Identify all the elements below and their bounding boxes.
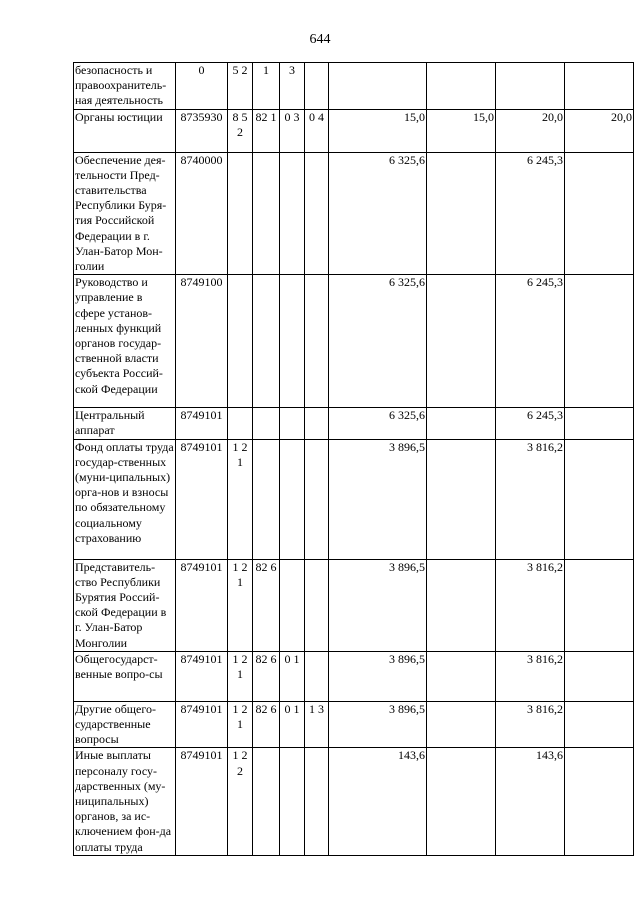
kcsr-code: 8735930	[176, 109, 228, 152]
row-name: Другие общего-сударственные вопросы	[74, 701, 176, 748]
amount-3: 143,6	[496, 748, 565, 855]
subsection-code	[305, 748, 329, 855]
kvr-code: 1 2 1	[228, 439, 253, 559]
amount-4	[565, 408, 634, 439]
table-row	[74, 701, 634, 748]
grbs-code	[253, 748, 280, 855]
amount-2: 15,0	[427, 109, 496, 152]
amount-3: 3 816,2	[496, 439, 565, 559]
table-row	[74, 748, 634, 855]
amount-1	[329, 63, 427, 110]
amount-1: 6 325,6	[329, 152, 427, 275]
amount-4	[565, 651, 634, 701]
kcsr-code: 8749101	[176, 701, 228, 748]
kcsr-code: 8749101	[176, 408, 228, 439]
kvr-code: 1 2 2	[228, 748, 253, 855]
amount-4	[565, 152, 634, 275]
amount-2	[427, 152, 496, 275]
grbs-code: 1	[253, 63, 280, 110]
subsection-code	[305, 275, 329, 408]
amount-1: 143,6	[329, 748, 427, 855]
section-code: 0 3	[280, 109, 305, 152]
kvr-code: 1 2 1	[228, 701, 253, 748]
amount-1: 6 325,6	[329, 275, 427, 408]
amount-4	[565, 559, 634, 651]
amount-1: 15,0	[329, 109, 427, 152]
amount-3: 6 245,3	[496, 275, 565, 408]
row-name: Общегосударст-венные вопро-сы	[74, 651, 176, 701]
kcsr-code: 8749101	[176, 559, 228, 651]
kvr-code: 1 2 1	[228, 651, 253, 701]
subsection-code	[305, 651, 329, 701]
amount-4	[565, 275, 634, 408]
amount-4	[565, 439, 634, 559]
subsection-code	[305, 408, 329, 439]
section-code	[280, 408, 305, 439]
subsection-code	[305, 559, 329, 651]
grbs-code	[253, 439, 280, 559]
grbs-code	[253, 275, 280, 408]
kvr-code: 8 5 2	[228, 109, 253, 152]
row-name: Представитель-ство Республики Бурятия Россий-ской Федерации в г. Улан-Батор Монголии	[74, 559, 176, 651]
amount-3: 3 816,2	[496, 559, 565, 651]
grbs-code: 82 1	[253, 109, 280, 152]
table-row	[74, 408, 634, 439]
amount-2	[427, 651, 496, 701]
kcsr-code: 0	[176, 63, 228, 110]
subsection-code	[305, 152, 329, 275]
table-row	[74, 63, 634, 110]
kvr-code: 1 2 1	[228, 559, 253, 651]
row-name: Центральный аппарат	[74, 408, 176, 439]
kcsr-code: 8749101	[176, 748, 228, 855]
amount-1: 3 896,5	[329, 701, 427, 748]
kvr-code	[228, 152, 253, 275]
amount-4	[565, 748, 634, 855]
amount-3: 6 245,3	[496, 152, 565, 275]
amount-4	[565, 63, 634, 110]
table-row	[74, 275, 634, 408]
amount-2	[427, 701, 496, 748]
amount-2	[427, 748, 496, 855]
section-code	[280, 748, 305, 855]
kvr-code	[228, 275, 253, 408]
kcsr-code: 8749101	[176, 651, 228, 701]
kcsr-code: 8740000	[176, 152, 228, 275]
row-name: Обеспечение дея-тельности Пред-ставительства Республики Буря-тия Российской Федерации в г. Улан-Батор Мон-голии	[74, 152, 176, 275]
amount-3: 3 816,2	[496, 651, 565, 701]
grbs-code	[253, 408, 280, 439]
subsection-code: 1 3	[305, 701, 329, 748]
amount-2	[427, 275, 496, 408]
section-code	[280, 559, 305, 651]
amount-2	[427, 63, 496, 110]
section-code	[280, 275, 305, 408]
section-code: 0 1	[280, 651, 305, 701]
amount-1: 3 896,5	[329, 439, 427, 559]
amount-3: 3 816,2	[496, 701, 565, 748]
subsection-code	[305, 63, 329, 110]
grbs-code: 82 6	[253, 701, 280, 748]
row-name: безопасность и правоохранитель-ная деятельность	[74, 63, 176, 110]
grbs-code: 82 6	[253, 559, 280, 651]
row-name: Иные выплаты персоналу госу-дарственных (му-ниципальных) органов, за ис-ключением фон-да оплаты труда	[74, 748, 176, 855]
kcsr-code: 8749101	[176, 439, 228, 559]
grbs-code	[253, 152, 280, 275]
amount-2	[427, 559, 496, 651]
amount-3	[496, 63, 565, 110]
amount-1: 6 325,6	[329, 408, 427, 439]
kcsr-code: 8749100	[176, 275, 228, 408]
section-code	[280, 439, 305, 559]
kvr-code: 5 2	[228, 63, 253, 110]
budget-table	[73, 62, 634, 856]
amount-1: 3 896,5	[329, 559, 427, 651]
row-name: Руководство и управление в сфере установ-ленных функций органов государ-ственной власти субъекта Россий-ской Федерации	[74, 275, 176, 408]
subsection-code: 0 4	[305, 109, 329, 152]
amount-1: 3 896,5	[329, 651, 427, 701]
table-row	[74, 152, 634, 275]
amount-4	[565, 701, 634, 748]
amount-2	[427, 439, 496, 559]
section-code	[280, 152, 305, 275]
table-row	[74, 559, 634, 651]
row-name: Органы юстиции	[74, 109, 176, 152]
section-code: 0 1	[280, 701, 305, 748]
table-row	[74, 651, 634, 701]
page-number: 644	[309, 32, 331, 47]
amount-3: 6 245,3	[496, 408, 565, 439]
amount-4: 20,0	[565, 109, 634, 152]
amount-2	[427, 408, 496, 439]
table-row	[74, 439, 634, 559]
kvr-code	[228, 408, 253, 439]
row-name: Фонд оплаты труда государ-ственных (муни-ципальных) орга-нов и взносы по обязательному социальному страхованию	[74, 439, 176, 559]
table-row	[74, 109, 634, 152]
amount-3: 20,0	[496, 109, 565, 152]
grbs-code: 82 6	[253, 651, 280, 701]
section-code: 3	[280, 63, 305, 110]
subsection-code	[305, 439, 329, 559]
